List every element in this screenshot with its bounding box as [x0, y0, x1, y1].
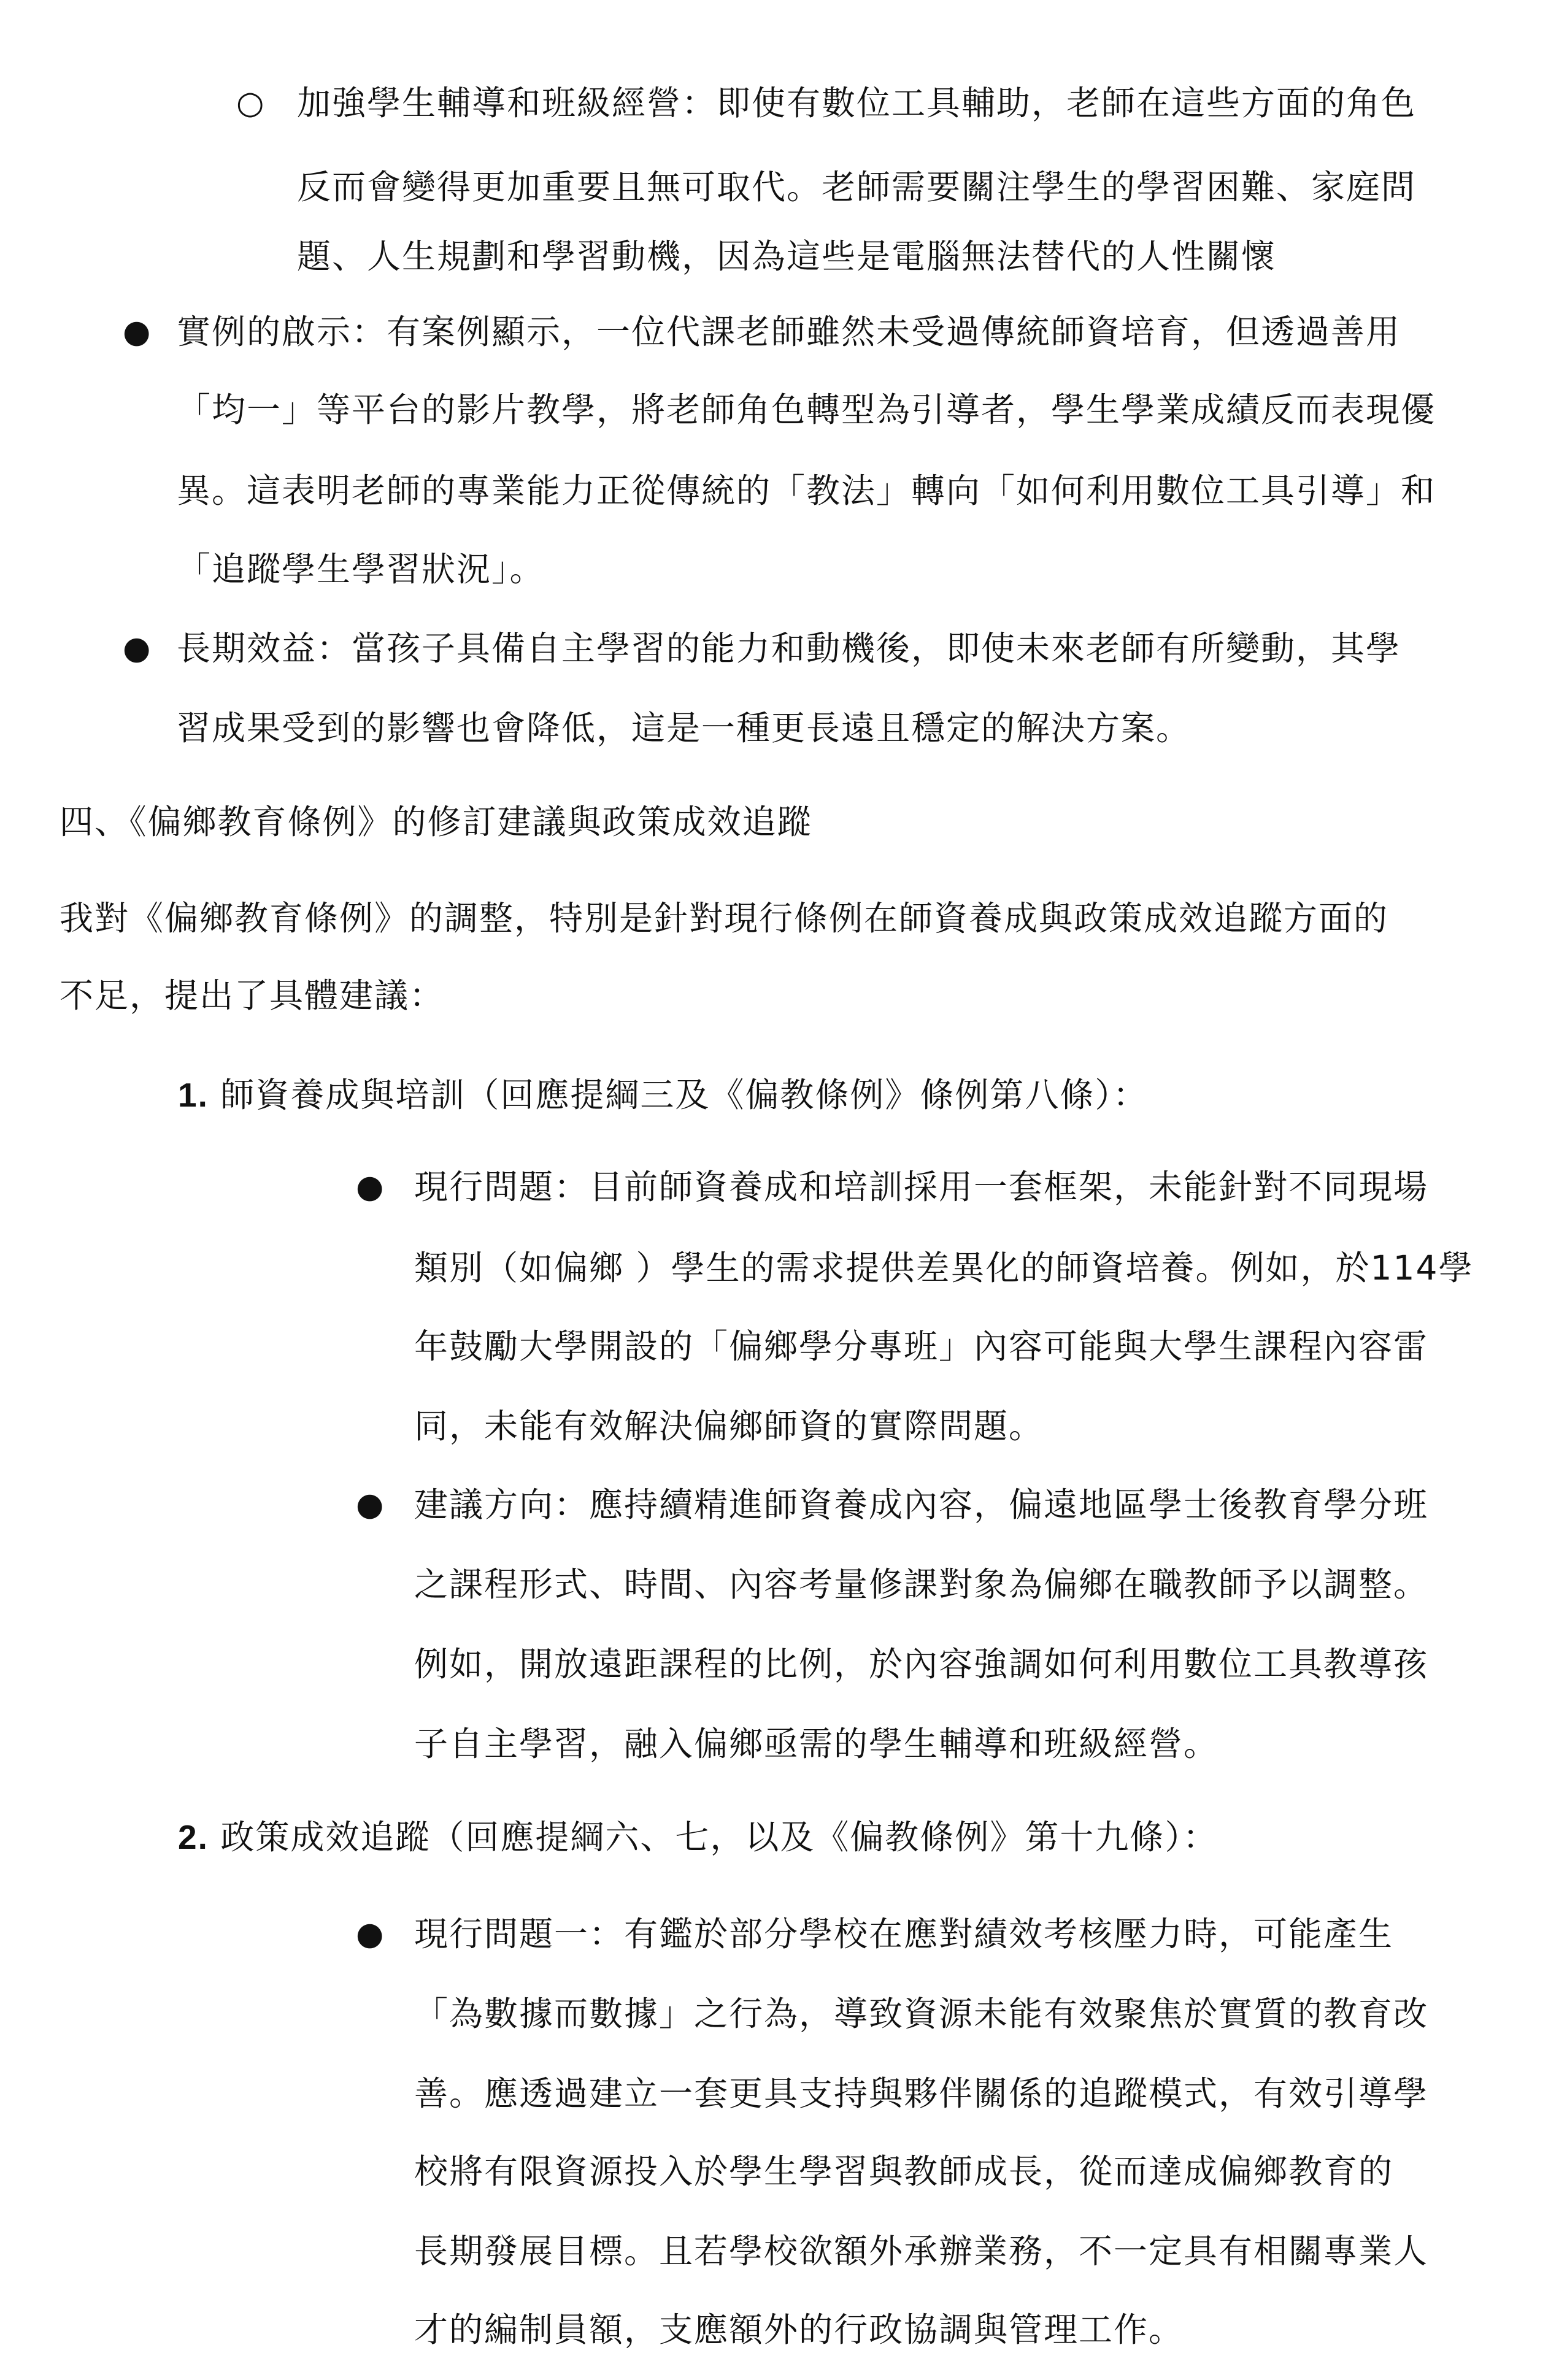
- section-heading: 四、《偏鄉教育條例》的修訂建議與政策成效追蹤: [60, 802, 812, 842]
- sub-item-line: 反而會變得更加重要且無可取代。老師需要關注學生的學習困難、家庭問: [297, 167, 1417, 207]
- example-item-line: 實例的啟示：有案例顯示，一位代課老師雖然未受過傳統師資培育，但透過善用: [177, 312, 1401, 351]
- point1-suggestion-line: 之課程形式、時間、內容考量修課對象為偏鄉在職教師予以調整。: [414, 1565, 1429, 1604]
- intro-line: 我對《偏鄉教育條例》的調整，特別是針對現行條例在師資養成與政策成效追蹤方面的: [60, 899, 1389, 938]
- point2-number: 2.: [178, 1818, 209, 1856]
- filled-bullet-icon: ●: [123, 630, 151, 667]
- point1-suggestion-line: 子自主學習，融入偏鄉亟需的學生輔導和班級經營。: [414, 1724, 1219, 1764]
- point2-problem-line: 「為數據而數據」之行為，導致資源未能有效聚焦於實質的教育改: [414, 1994, 1429, 2033]
- point1-problem-line: 現行問題：目前師資養成和培訓採用一套框架，未能針對不同現場: [414, 1167, 1429, 1207]
- sub-item-line: 加強學生輔導和班級經營：即使有數位工具輔助，老師在這些方面的角色: [297, 83, 1417, 123]
- point2-problem-line: 善。應透過建立一套更具支持與夥伴關係的追蹤模式，有效引導學: [414, 2074, 1429, 2113]
- example-item-line: 異。這表明老師的專業能力正從傳統的「教法」轉向「如何利用數位工具引導」和: [177, 471, 1436, 510]
- point1-problem-line: 類別（如偏鄉 ）學生的需求提供差異化的師資培養。例如，於114學: [414, 1248, 1474, 1288]
- point2-problem-line: 長期發展目標。且若學校欲額外承辦業務，不一定具有相關專業人: [414, 2232, 1429, 2271]
- point2-problem-line: 校將有限資源投入於學生學習與教師成長，從而達成偏鄉教育的: [414, 2152, 1394, 2191]
- filled-bullet-icon: ●: [356, 1169, 384, 1205]
- point2-problem-line: 才的編制員額，支應額外的行政協調與管理工作。: [414, 2310, 1184, 2349]
- point1-problem-line: 同，未能有效解決偏鄉師資的實際問題。: [414, 1407, 1044, 1446]
- point1-problem-line: 年鼓勵大學開設的「偏鄉學分專班」內容可能與大學生課程內容雷: [414, 1327, 1429, 1366]
- longterm-item-line: 長期效益：當孩子具備自主學習的能力和動機後，即使未來老師有所變動，其學: [177, 629, 1401, 668]
- sub-item-line: 題、人生規劃和學習動機，因為這些是電腦無法替代的人性關懷: [297, 237, 1277, 276]
- longterm-item-line: 習成果受到的影響也會降低，這是一種更長遠且穩定的解決方案。: [177, 708, 1192, 748]
- point2-title: 政策成效追蹤（回應提綱六、七，以及《偏教條例》第十九條）：: [220, 1818, 1218, 1857]
- point1-suggestion-line: 建議方向：應持續精進師資養成內容，偏遠地區學士後教育學分班: [414, 1485, 1429, 1524]
- point1-suggestion-line: 例如，開放遠距課程的比例，於內容強調如何利用數位工具教導孩: [414, 1645, 1429, 1684]
- hollow-bullet-icon: ○: [236, 85, 264, 121]
- point1-title: 師資養成與培訓（回應提綱三及《偏教條例》條例第八條）：: [220, 1075, 1148, 1115]
- filled-bullet-icon: ●: [123, 313, 151, 350]
- intro-line: 不足，提出了具體建議：: [60, 976, 445, 1015]
- filled-bullet-icon: ●: [356, 1486, 384, 1523]
- filled-bullet-icon: ●: [356, 1916, 384, 1952]
- point1-heading: [178, 1073, 1148, 1116]
- point1-number: 1.: [178, 1076, 209, 1114]
- point2-problem-line: 現行問題一：有鑑於部分學校在應對績效考核壓力時，可能產生: [414, 1914, 1394, 1954]
- example-item-line: 「均一」等平台的影片教學，將老師角色轉型為引導者，學生學業成績反而表現優: [177, 390, 1436, 429]
- point2-heading: [178, 1816, 1218, 1859]
- example-item-line: 「追蹤學生學習狀況」。: [177, 550, 545, 589]
